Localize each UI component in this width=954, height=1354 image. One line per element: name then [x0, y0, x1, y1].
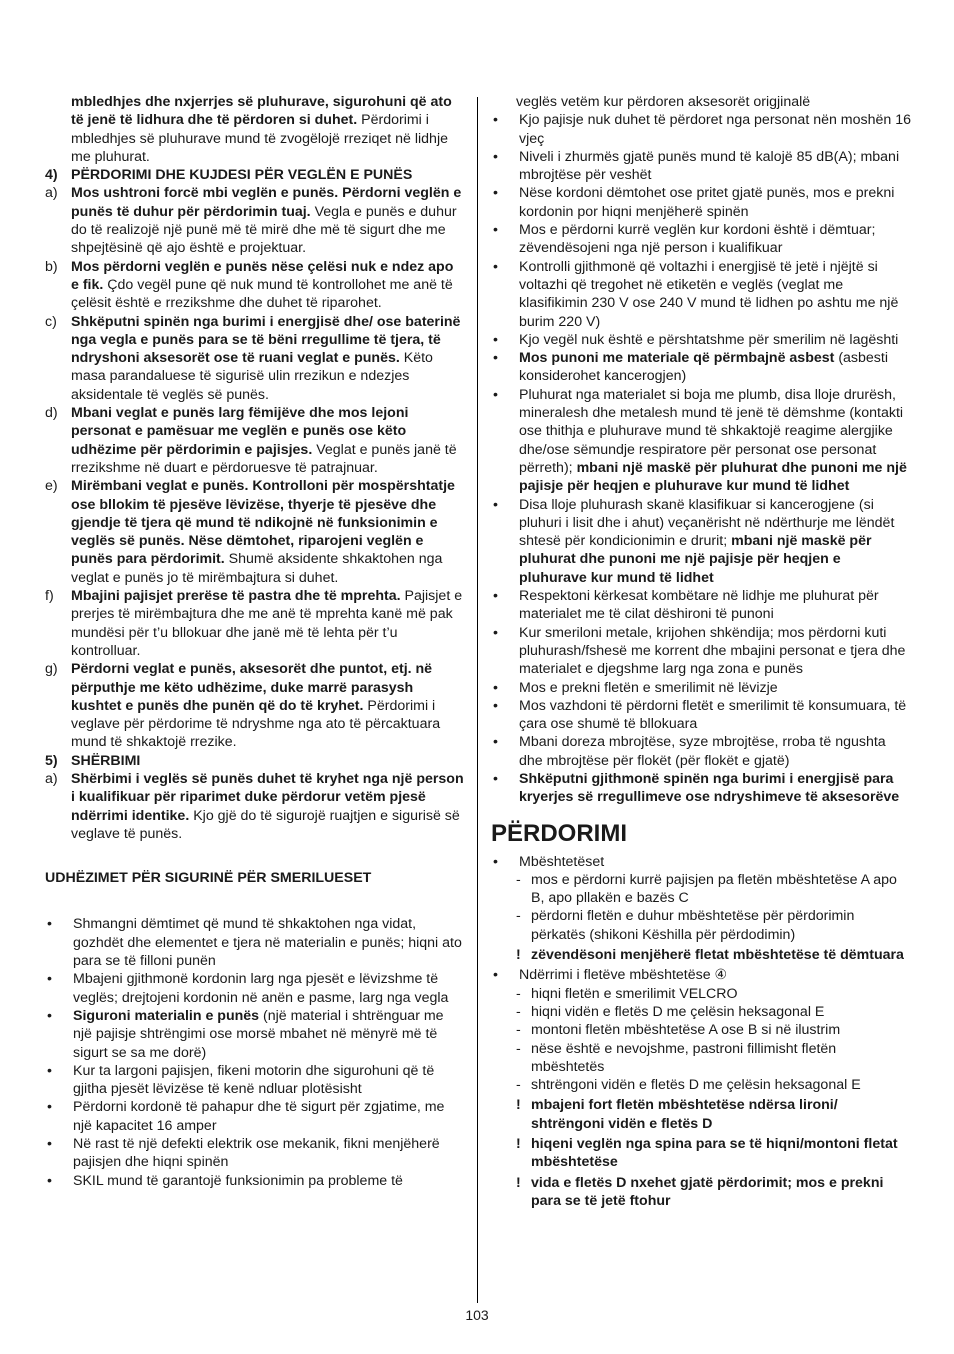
item-text [71, 258, 465, 313]
bullet-item [491, 349, 911, 386]
bullet: • [47, 1062, 52, 1079]
bullet-text [73, 1172, 465, 1190]
dash-mark: - [516, 985, 521, 1002]
bullet-text [519, 496, 911, 587]
dash-mark: - [516, 1077, 521, 1094]
sub-item-text: shtrëngoni vidën e fletës D me çelësin heksagonal E [531, 1077, 861, 1094]
bullet-body-text: (asbesti konsiderohet kancerogjen) [519, 350, 888, 385]
sub-item-text: hiqni vidën e fletës D me çelësin heksagonal E [531, 1003, 825, 1020]
sub-item [516, 907, 911, 944]
bullet-item [45, 1062, 465, 1099]
bullet: • [493, 624, 498, 641]
item-bold-text: Mirëmbani veglat e punës. Kontrolloni për mospërshtatje ose bllokim të pjesëve lëvizëse, thyerje të pjesëve dhe gjendje të tjera që mund të ndikojnë në funksionimin e veglës së punës. Nëse dëmtohet, riparojeni veglën e punës para përdorimit. [71, 478, 455, 568]
item-label: d) [45, 405, 58, 422]
bullet: • [493, 697, 498, 714]
item-bold-text: Mos përdorni veglën e punës nëse çelësi nuk e ndez apo e fik. [71, 258, 454, 293]
bullet-item [45, 1172, 465, 1190]
paragraph: mbledhjes dhe nxjerrjes së pluhurave, sigurohuni që ato të jenë të lidhura dhe të përdoren si duhet. Përdorimi i mbledhjes së pluhurave mund të zvogëlojë rreziqet në lidhje me pluhurat. [71, 94, 452, 165]
column-divider [477, 97, 478, 1303]
bullet: • [493, 148, 498, 165]
bullet-item [491, 386, 911, 496]
sub-item [516, 1076, 911, 1094]
item-label: f) [45, 588, 54, 605]
bullet-bold-text: Shkëputni gjithmonë spinën nga burimi i energjisë para kryerjes së rregullimeve ose ndryshimeve të aksesorëve [519, 770, 900, 806]
bullet-body-text: Shmangni dëmtimet që mund të shkaktohen nga vidat, gozhdët dhe elementet e tjera në materialin e punës; hiqni ato para se të filloni punën [73, 916, 462, 970]
item-body-text: Veglat e punës janë të rrezikshme në duart e përdoruesve të patrajnuar. [71, 441, 457, 476]
bullet-body-text: Disa lloje pluhurash skanë klasifikuar si kancerogjene (si pluhuri i lisit dhe i ahut) veçanërisht në ndërthurje me lëndët shtesë për kondicionimin e drurit; [519, 496, 895, 550]
bullet-text [519, 587, 911, 624]
bullet: • [493, 679, 498, 696]
sub-item [516, 946, 911, 964]
bullet-body-text: Nëse kordoni dëmtohet ose pritet gjatë punës, mos e prekni kordonin por hiqni menjëherë spinën [519, 185, 895, 220]
item-body-text: Pajisjet e prerjes të mirëmbajtura dhe me anë të mprehta kanë më pak mundësi për t’u bllokuar dhe janë më të lehta për t’u kontrolluar. [71, 588, 463, 659]
item-text [71, 587, 465, 660]
list-item [45, 313, 465, 404]
item-bold-text: Shërbimi i veglës së punës duhet të kryhet nga një person i kualifikuar për riparimet duke përdorur vetëm pjesë ndërrimi identike. [71, 770, 464, 824]
safety-heading: UDHËZIMET PËR SIGURINË PËR SMERILUESET [45, 870, 372, 887]
bullet-item [45, 1098, 465, 1135]
item-label: c) [45, 313, 57, 330]
section-5-list [45, 770, 465, 843]
item-label: g) [45, 661, 58, 678]
bullet-text [73, 915, 465, 970]
item-text [71, 660, 465, 751]
item-text [71, 184, 465, 257]
sub-item-text: montoni fletën mbështetëse A ose B si në ilustrim [531, 1022, 841, 1039]
list-item [45, 404, 465, 477]
bullet-text [73, 1062, 465, 1099]
bullet-text [73, 970, 465, 1007]
item-body-text: Shumë aksidente shkaktohen nga veglat e punës jo të mirëmbajtura si duhet. [71, 551, 443, 586]
support-subitems [491, 871, 911, 964]
bullet-body-text: Kur ta largoni pajisjen, fikeni motorin dhe sigurohuni që të gjitha pjesët lëvizëse të kenë ndluar plotësisht [73, 1062, 435, 1098]
bullet-body-text: Kjo pajisje nuk duhet të përdoret nga personat nën moshën 16 vjeç [519, 112, 912, 147]
bullet-item [491, 331, 911, 349]
bullet-item [491, 258, 911, 331]
sub-item-text: nëse është e nevojshme, pastroni fillimisht fletën mbështetës [531, 1040, 837, 1075]
dash-mark: - [516, 1003, 521, 1020]
sub-item [516, 985, 911, 1003]
list-item [45, 258, 465, 313]
bullet-text [519, 697, 911, 734]
warning-mark: ! [516, 1174, 521, 1191]
sub-item-text: përdorni fletën e duhur mbështetëse për përdorimin përkatës (shikoni Këshilla për përdodimin) [531, 908, 855, 943]
bullet: • [493, 386, 498, 403]
bullet-body-text: Kontrolli gjithmonë që voltazhi i energjisë të jetë i njëjtë si voltazhi që tregohet në etiketën e veglës (veglat me klasifikimin 230 V ose 240 V mund të lidhen po ashtu me një burim 220 V) [519, 258, 899, 330]
item-bold-text: Mbani veglat e punës larg fëmijëve dhe mos lejoni personat e pamësuar me veglën e punës ose këto udhëzime për përdorimin e pajisjes. [71, 405, 409, 458]
support-item: • Mbështetëset [493, 853, 605, 870]
bullet-item [491, 770, 911, 807]
warning-mark: ! [516, 1136, 521, 1153]
dash-mark: - [516, 871, 521, 888]
bullet-body-text: Kjo vegël nuk është e përshtatshme për smerilim në lagështi [519, 331, 899, 348]
bullet-text [73, 1135, 465, 1172]
bullet-text [519, 148, 911, 185]
sub-item-text: hiqeni veglën nga spina para se të hiqni/montoni fletat mbështetëse [531, 1136, 898, 1171]
warning-mark: ! [516, 947, 521, 964]
bullet: • [493, 112, 498, 129]
sub-item [516, 1174, 911, 1211]
bullet: • [493, 770, 498, 787]
left-column [45, 93, 465, 1190]
change-item: • Ndërrimi i fletëve mbështetëse ④ [493, 967, 728, 984]
section-title: PËRDORIMI [491, 819, 628, 847]
sub-item [516, 1003, 911, 1021]
bullet-text [519, 770, 911, 807]
item-label: a) [45, 185, 58, 202]
item-body-text: Këto masa parandaluese të sigurisë ulin rrezikun e ndezjes aksidentale të veglës së punës. [71, 350, 433, 403]
item-label: b) [45, 258, 58, 275]
list-item [45, 477, 465, 587]
dash-mark: - [516, 1022, 521, 1039]
bullet-item [491, 148, 911, 185]
bullet-item [491, 111, 911, 148]
bullet-text [519, 111, 911, 148]
sub-item-text: mos e përdorni kurrë pajisjen pa fletën mbështetëse A apo B, apo pllakën e bazës C [531, 871, 897, 907]
bullet: • [493, 496, 498, 513]
section-heading-4: 4) PËRDORIMI DHE KUJDESI PËR VEGLËN E PUNËS [45, 167, 413, 184]
bullet-body-text: Respektoni kërkesat kombëtare në lidhje me pluhurat për materialet me të cilat dëshironi të punoni [519, 588, 879, 623]
bullet-text [519, 331, 911, 349]
bullet-text [519, 624, 911, 679]
sub-item [516, 1021, 911, 1039]
bullet-body-text: Mbani doreza mbrojtëse, syze mbrojtëse, rroba të ngushta dhe mbrojtëse për flokët (për flokët e gjatë) [519, 734, 886, 769]
bullet: • [493, 222, 498, 239]
bullet-bold-text-tail: mbani një maskë për pluhurat dhe punoni me një pajisje për heqjen e pluhurave kur mund të lidhet [519, 459, 907, 495]
bullet-body-text: Mos vazhdoni të përdorni fletët e smerilimit të konsumuara, të çara ose shumë të bllokuara [519, 697, 907, 733]
list-item [45, 184, 465, 257]
item-text [71, 770, 465, 843]
sub-item [516, 1135, 911, 1172]
item-bold-text: Shkëputni spinën nga burimi i energjisë dhe/ ose baterinë nga vegla e punës para se të bëni rregullime të tjera, të ndryshoni aksesorët ose të ruani veglat e punës. [71, 313, 461, 367]
item-label: e) [45, 478, 58, 495]
bullet-text [519, 386, 911, 496]
sub-item [516, 871, 911, 908]
continuation-text: veglës vetëm kur përdoren aksesorët origjinalë [516, 94, 811, 110]
bullet-item [491, 496, 911, 587]
sub-item-text: zëvendësoni menjëherë fletat mbështetëse të dëmtuara [531, 947, 904, 964]
bullet: • [47, 971, 52, 988]
bullet-item [491, 733, 911, 770]
bullet-item [491, 697, 911, 734]
dash-mark: - [516, 1040, 521, 1057]
bullet: • [493, 185, 498, 202]
right-column [491, 93, 911, 1212]
bullet-item [45, 970, 465, 1007]
bullet-body-text: Mos e përdorni kurrë veglën kur kordoni është i dëmtuar; zëvendësojeni nga një person i kualifikuar [519, 222, 876, 257]
sub-item-text: hiqni fletën e smerilimit VELCRO [531, 985, 738, 1002]
bullet-body-text: Në rast të një defekti elektrik ose mekanik, fikni menjëherë pajisjen dhe hiqni spinën [73, 1136, 440, 1171]
bullet-body-text: Mbajeni gjithmonë kordonin larg nga pjesët e lëvizshme të veglës; drejtojeni kordonin në anën e pasme, larg nga vegla [73, 971, 449, 1006]
section-heading-5: 5) SHËRBIMI [45, 752, 141, 769]
bullet: • [493, 734, 498, 751]
bullet-bold-text: Mos punoni me materiale që përmbajnë asbest [519, 350, 835, 367]
bullet-text [519, 258, 911, 331]
bullet-item [491, 587, 911, 624]
item-body-text: Kjo gjë do të sigurojë ruajtjen e sigurisë së veglave të punës. [71, 807, 460, 842]
bullet-body-text: Mos e prekni fletën e smerilimit në lëvizje [519, 679, 778, 696]
sub-item [516, 1096, 911, 1133]
bullet-item [45, 1135, 465, 1172]
sub-item [516, 1040, 911, 1077]
safety-bullets [45, 915, 465, 1189]
bullet-text [519, 679, 911, 697]
bullet-item [45, 1007, 465, 1062]
list-item [45, 587, 465, 660]
bullet-item [491, 624, 911, 679]
item-bold-text: Mbajini pajisjet prerëse të pastra dhe të mprehta. [71, 588, 401, 605]
dash-mark: - [516, 908, 521, 925]
section-4-list [45, 184, 465, 751]
item-body-text: Çdo vegël pune që nuk mund të kontrollohet me anë të çelësit është e rrezikshme dhe duhet të riparohet. [71, 276, 453, 312]
bullet-bold-text: Siguroni materialin e punës [73, 1007, 260, 1024]
bullet: • [47, 1136, 52, 1153]
bullet-text [519, 733, 911, 770]
bullet-item [491, 679, 911, 697]
item-text [71, 477, 465, 587]
item-text [71, 313, 465, 404]
sub-item-text: mbajeni fort fletën mbështetëse ndërsa lironi/ shtrëngoni vidën e fletës D [531, 1097, 838, 1132]
bullet-body-text: Kur smeriloni metale, krijohen shkëndija; mos përdorni kuti pluhurash/fshesë me korrent dhe mbajini personat e tjera dhe materialet e djegshme larg nga zona e punës [519, 624, 906, 678]
bullet: • [493, 350, 498, 367]
bullet-body-text: (një material i shtrënguar me një pajisje shtrëngimi ose morsë mbahet në mënyrë më të sigurt se sa me dorë) [73, 1007, 444, 1061]
bullet-body-text: SKIL mund të garantojë funksionimin pa probleme të [73, 1172, 403, 1189]
warning-mark: ! [516, 1097, 521, 1114]
bullet-body-text: Përdorni kordonë të pahapur dhe të sigurt për zgjatime, me një kapacitet 16 amper [73, 1099, 445, 1134]
change-subitems [491, 985, 911, 1211]
bullet: • [493, 588, 498, 605]
bullet-bold-text-tail: mbani një maskë për pluhurat dhe punoni me një pajisje për heqjen e pluhurave kur mund të lidhet [519, 533, 872, 586]
item-body-text: Vegla e punës e duhur do të realizojë një punë më të mirë dhe më të sigurt dhe me shpejtësinë që ajo është e projektuar. [71, 203, 457, 257]
bullet-item [45, 915, 465, 970]
item-bold-text: Mos ushtroni forcë mbi veglën e punës. Përdorni veglën e punës të duhur për përdorimin tuaj. [71, 185, 462, 220]
bullet-text [519, 349, 911, 386]
safety-bullets-continued [491, 111, 911, 806]
bullet-text [519, 184, 911, 221]
bullet-body-text: Niveli i zhurmës gjatë punës mund të kalojë 85 dB(A); mbani mbrojtëse për veshët [519, 148, 900, 184]
bullet: • [47, 1099, 52, 1116]
bullet-body-text: Pluhurat nga materialet si boja me plumb, disa lloje drurësh, mineralesh dhe metalesh mund të jenë të dëmshme (kontakti ose thithja e pluhurave mund të shkaktojë reagime alergjike dhe/ose sëmundje respiratore për personat ose personat përreth); [519, 386, 904, 476]
item-label: a) [45, 770, 58, 787]
bullet: • [47, 916, 52, 933]
list-item [45, 770, 465, 843]
bullet-text [519, 221, 911, 258]
bullet: • [47, 1172, 52, 1189]
item-text [71, 404, 465, 477]
list-item [45, 660, 465, 751]
item-bold-text: Përdorni veglat e punës, aksesorët dhe puntot, etj. në përputhje me këto udhëzime, duke marrë parasysh kushtet e punës dhe punën që do të kryhet. [71, 661, 433, 714]
bullet-text [73, 1098, 465, 1135]
bullet: • [493, 331, 498, 348]
bullet-item [491, 184, 911, 221]
bullet-item [491, 221, 911, 258]
bullet-text [73, 1007, 465, 1062]
page-number: 103 [465, 1307, 489, 1323]
item-body-text: Përdorimi i veglave për përdorime të ndryshme nga ato të përcaktuara mund të shkaktojë rrezike. [71, 697, 441, 751]
bullet: • [493, 258, 498, 275]
sub-item-text: vida e fletës D nxehet gjatë përdorimit; mos e prekni para se të jetë ftohur [531, 1174, 884, 1209]
bullet: • [47, 1007, 52, 1024]
